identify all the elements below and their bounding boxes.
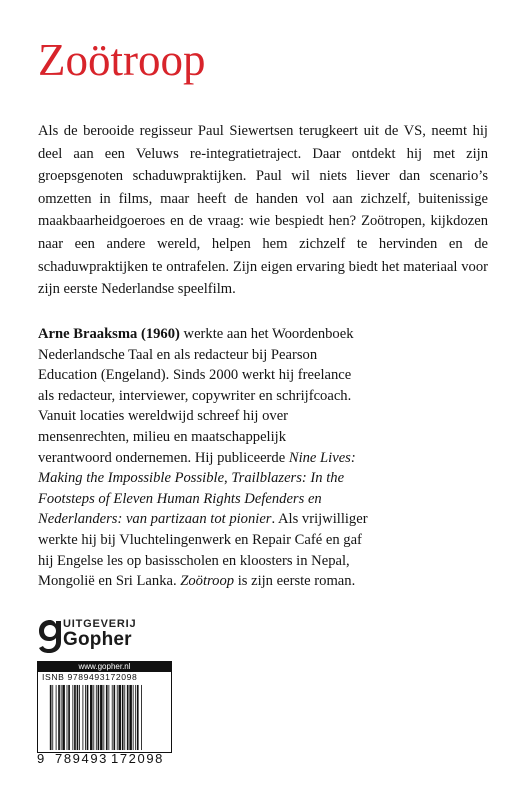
barcode-bar bbox=[72, 685, 73, 750]
barcode-bar bbox=[141, 685, 142, 750]
isbn-label: ISNB 9789493172098 bbox=[37, 672, 172, 683]
barcode-bar bbox=[108, 685, 109, 750]
barcode-bar bbox=[98, 685, 100, 750]
book-title-trailblazers: Trailblazers: In the bbox=[231, 470, 345, 487]
barcode-bar bbox=[117, 685, 118, 750]
bio-line: hij Engelse les op basisscholen en kloosters in Nepal, bbox=[38, 552, 350, 569]
barcode-bar bbox=[58, 685, 60, 750]
barcode-bar bbox=[118, 685, 121, 750]
novel-title: Zoötroop bbox=[180, 573, 235, 590]
barcode-bar bbox=[100, 685, 103, 750]
barcode-bar bbox=[137, 685, 139, 750]
barcode-bar bbox=[74, 685, 76, 750]
barcode-bar bbox=[127, 685, 129, 750]
barcode-bar bbox=[79, 685, 80, 750]
barcode-bar bbox=[68, 685, 70, 750]
bio-line: Nederlandsche Taal en als redacteur bij Pearson bbox=[38, 346, 318, 363]
publisher-logo bbox=[38, 616, 188, 652]
author-bio bbox=[38, 324, 488, 592]
barcode-bar bbox=[129, 685, 132, 750]
barcode-bar bbox=[77, 685, 79, 750]
bio-line: Vanuit locaties wereldwijd schreef hij over bbox=[38, 408, 289, 425]
barcode-bar bbox=[113, 685, 115, 750]
bio-line: Nederlanders: van partizaan tot pionier. Als vrijwilliger bbox=[38, 511, 368, 528]
barcode-bar bbox=[90, 685, 93, 750]
book-title-nine-lives: Nine Lives: bbox=[288, 449, 356, 466]
barcode-bar bbox=[50, 685, 52, 750]
gopher-g-logo-icon bbox=[38, 618, 64, 654]
barcode-bar bbox=[133, 685, 134, 750]
book-title: Zoötroop bbox=[38, 35, 206, 85]
barcode-bar bbox=[103, 685, 104, 750]
barcode-bar bbox=[85, 685, 86, 750]
book-title-trailblazers-sub: Footsteps of Eleven Human Rights Defenders bbox=[38, 490, 305, 507]
barcode-bar bbox=[106, 685, 108, 750]
bio-line: Education (Engeland). Sinds 2000 werkt hij freelance bbox=[38, 367, 352, 384]
publisher-label: UITGEVERIJ bbox=[63, 618, 137, 630]
barcode-bar bbox=[112, 685, 113, 750]
isbn-barcode bbox=[37, 661, 172, 771]
barcode-bar bbox=[122, 685, 124, 750]
barcode-bar bbox=[124, 685, 125, 750]
barcode-bar bbox=[52, 685, 53, 750]
book-title-nederlanders: Nederlanders: van partizaan tot pionier bbox=[38, 511, 272, 528]
bio-line: Footsteps of Eleven Human Rights Defenders en bbox=[38, 490, 322, 507]
bio-line: verantwoord ondernemen. Hij publiceerde Nine Lives: bbox=[38, 449, 356, 466]
book-title-nine-lives-sub: Making the Impossible Possible bbox=[38, 470, 225, 487]
barcode-bar bbox=[82, 685, 83, 750]
barcode-digit-group: 789493 bbox=[55, 751, 108, 766]
bio-line: Making the Impossible Possible, Trailblazers: In the bbox=[38, 470, 345, 487]
bio-line: Mongolië en Sri Lanka. Zoötroop is zijn eerste roman. bbox=[38, 573, 356, 590]
barcode-bar bbox=[87, 685, 89, 750]
blurb-section bbox=[38, 120, 488, 301]
bio-line: mensenrechten, milieu en maatschappelijk bbox=[38, 428, 287, 445]
publisher-url: www.gopher.nl bbox=[37, 661, 172, 672]
author-name: Arne Braaksma (1960) bbox=[38, 326, 180, 342]
barcode-digit-lead: 9 bbox=[37, 751, 45, 766]
barcode-bar bbox=[96, 685, 97, 750]
bio-line: Arne Braaksma (1960) werkte aan het Woordenboek bbox=[38, 326, 354, 342]
bio-line: werkte hij bij Vluchtelingenwerk en Repair Café en gaf bbox=[38, 531, 362, 548]
blurb-text: Als de berooide regisseur Paul Siewertsen terugkeert uit de VS, neemt hij deel aan een Veluws re-integratietraject. Daar ontdekt hij met zijn groepsgenoten schaduwpraktijken. Paul wil niets liever dan scenario’s omzetten in films, maar heeft de handen vol aan zichzelf, buitenissige maakbaarheidgoeroes en de vraag: wie bespiedt hen? Zoötropen, kijkdozen naar een andere wereld, helpen hem zichzelf te hervinden en de schaduwpraktijken te ontrafelen. Zijn eigen ervaring biedt het materiaal voor zijn eerste Nederlandse speelfilm. bbox=[38, 123, 488, 298]
barcode-bar bbox=[62, 685, 65, 750]
barcode-bars bbox=[37, 683, 172, 753]
bio-line: als redacteur, interviewer, copywriter en schrijfcoach. bbox=[38, 387, 352, 404]
barcode-bar bbox=[67, 685, 68, 750]
barcode-bar bbox=[93, 685, 94, 750]
barcode-bar bbox=[61, 685, 62, 750]
barcode-bar bbox=[135, 685, 136, 750]
barcode-bar bbox=[56, 685, 57, 750]
barcode-digit-group: 172098 bbox=[111, 751, 164, 766]
publisher-name: Gopher bbox=[63, 629, 132, 650]
